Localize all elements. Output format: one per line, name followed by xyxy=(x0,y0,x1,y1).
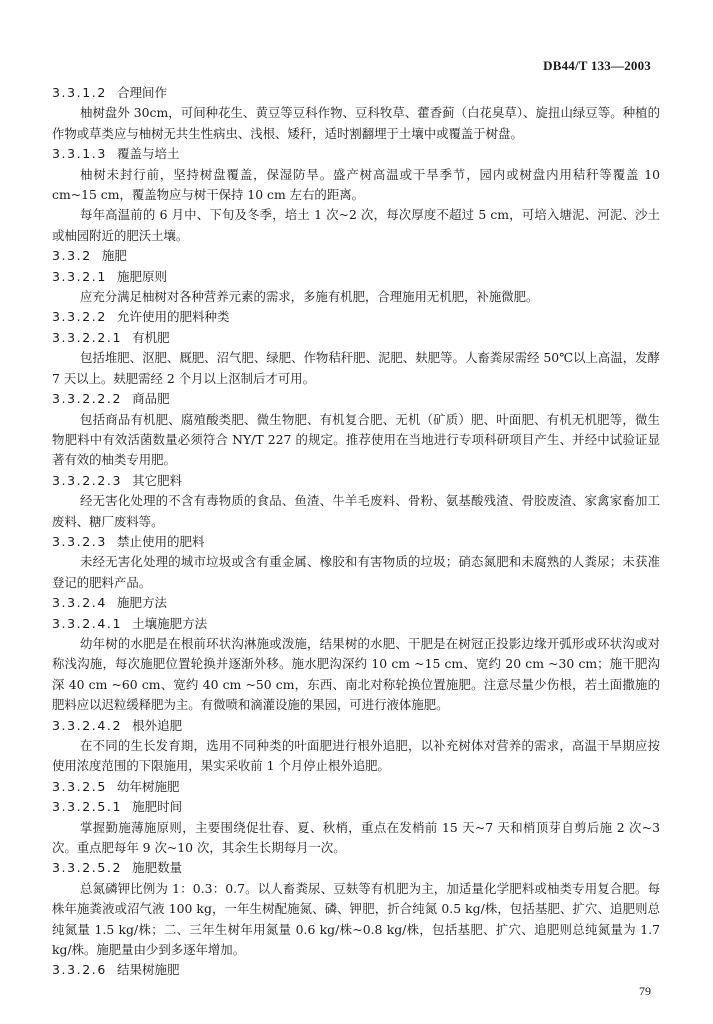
section-title: 覆盖与培土 xyxy=(116,146,180,162)
section-heading xyxy=(52,960,660,980)
body-paragraph: 包括商品有机肥、腐殖酸类肥、微生物肥、有机复合肥、无机（矿质）肥、叶面肥、有机无机肥等，微生物肥料中有效活菌数量必须符合 NY/T 227 的规定。推荐使用在当地进行专项科研项目产生、并经中试验证显著有效的柚类专用肥。 xyxy=(52,411,660,468)
section-title: 允许使用的肥料种类 xyxy=(116,309,230,325)
body-paragraph: 未经无害化处理的城市垃圾或含有重金属、橡胶和有害物质的垃圾；硝态氮肥和未腐熟的人粪尿；未获准登记的肥料产品。 xyxy=(52,554,660,590)
section-number: 3.3.1.2 xyxy=(52,85,107,100)
section-heading xyxy=(52,144,660,164)
body-paragraph: 幼年树的水肥是在根前环状沟淋施或泼施，结果树的水肥、干肥是在树冠正投影边缘开弧形或环状沟或对称浅沟施，每次施肥位置轮换并逐渐外移。施水肥沟深约 10 cm ~15 cm、宽约 20 cm ~30 cm；施干肥沟深 40 cm ~60 cm、宽约 40 cm ~50 cm，东西、南北对称轮换位置施肥。注意尽量少伤根，若土面撒施的肥料应以迟粒缓释肥为主。有微喷和滴灌设施的果园，可进行液体施肥。 xyxy=(52,635,660,713)
body-paragraph: 柚树未封行前，坚持树盘覆盖，保湿防旱。盛产树高温或干旱季节，园内或树盘内用秸秆等覆盖 10 cm~15 cm，覆盖物应与树干保持 10 cm 左右的距离。 xyxy=(52,166,660,203)
section-number: 3.3.2 xyxy=(52,248,92,264)
section-title: 根外追肥 xyxy=(132,717,183,733)
section-title: 施肥时间 xyxy=(132,799,183,815)
page-number: 79 xyxy=(639,984,651,998)
body-paragraph: 应充分满足柚树对各种营养元素的需求，多施有机肥，合理施用无机肥，补施微肥。 xyxy=(80,289,539,305)
body-paragraph: 经无害化处理的不含有毒物质的食品、鱼渣、牛羊毛废料、骨粉、氨基酸残渣、骨胶废渣、家禽家畜加工废料、糖厂废料等。 xyxy=(52,493,660,529)
section-title: 施肥原则 xyxy=(116,268,167,284)
section-number: 3.3.1.3 xyxy=(52,146,107,162)
standard-code: DB44/T 133—2003 xyxy=(543,58,651,73)
section-title: 禁止使用的肥料 xyxy=(116,533,205,549)
body-paragraph: 每年高温前的 6 月中、下旬及冬季，培土 1 次~2 次，每次厚度不超过 5 cm，可培入塘泥、河泥、沙土或柚园附近的肥沃土壤。 xyxy=(52,207,660,243)
section-heading xyxy=(52,716,660,736)
section-number: 3.3.2.5.1 xyxy=(52,799,123,815)
section-title: 商品肥 xyxy=(132,391,170,407)
section-number: 3.3.2.4 xyxy=(52,595,107,611)
section-title: 其它肥料 xyxy=(132,472,183,488)
section-heading xyxy=(52,307,660,327)
section-heading xyxy=(52,858,660,878)
section-number: 3.3.2.2.2 xyxy=(52,391,123,407)
section-title: 施肥数量 xyxy=(132,860,183,876)
section-title: 施肥 xyxy=(101,248,127,264)
section-heading xyxy=(52,246,660,266)
section-number: 3.3.2.4.1 xyxy=(52,615,123,631)
section-title: 合理间作 xyxy=(116,85,167,100)
section-title: 幼年树施肥 xyxy=(116,778,180,794)
section-number: 3.3.2.1 xyxy=(52,268,107,284)
section-heading xyxy=(52,328,660,348)
section-heading xyxy=(52,83,660,103)
section-number: 3.3.2.5 xyxy=(52,778,107,794)
section-heading xyxy=(52,593,660,613)
section-number: 3.3.2.4.2 xyxy=(52,717,123,733)
section-title: 有机肥 xyxy=(132,329,170,345)
section-number: 3.3.2.2 xyxy=(52,309,107,325)
body-paragraph: 包括堆肥、沤肥、厩肥、沼气肥、绿肥、作物秸秆肥、泥肥、麸肥等。人畜粪尿需经 50℃以上高温，发酵 7 天以上。麸肥需经 2 个月以上沤制后才可用。 xyxy=(52,350,660,386)
section-heading xyxy=(52,267,660,287)
section-heading xyxy=(52,389,660,409)
section-number: 3.3.2.2.3 xyxy=(52,472,123,488)
section-heading xyxy=(52,777,660,797)
section-title: 施肥方法 xyxy=(116,595,167,611)
section-number: 3.3.2.3 xyxy=(52,533,107,549)
section-heading xyxy=(52,471,660,491)
section-heading xyxy=(52,797,660,817)
body-paragraph: 在不同的生长发育期，选用不同种类的叶面肥进行根外追肥，以补充树体对营养的需求，高温干旱期应按使用浓度范围的下限施用，果实采收前 1 个月停止根外追肥。 xyxy=(52,738,660,774)
section-title: 结果树施肥 xyxy=(116,962,180,978)
section-heading xyxy=(52,614,660,634)
section-number: 3.3.2.6 xyxy=(52,962,107,978)
section-heading xyxy=(52,532,660,552)
body-paragraph: 柚树盘外 30cm，可间种花生、黄豆等豆科作物、豆科牧草、藿香蓟（白花臭草）、旋扭山绿豆等。种植的作物或草类应与柚树无共生性病虫、浅根、矮秆，适时割翻埋于土壤中或覆盖于树盘。 xyxy=(52,105,660,141)
section-number: 3.3.2.2.1 xyxy=(52,329,123,345)
body-paragraph: 掌握勤施薄施原则，主要围绕促壮春、夏、秋梢，重点在发梢前 15 天~7 天和梢顶芽自剪后施 2 次~3 次。重点肥每年 9 次~10 次，其余生长期每月一次。 xyxy=(52,819,660,856)
document-body xyxy=(52,83,660,981)
body-paragraph: 总氮磷钾比例为 1：0.3：0.7。以人畜粪尿、豆麸等有机肥为主，加适量化学肥料或柚类专用复合肥。每株年施粪液或沼气液 100 kg，一年生树配施氮、磷、钾肥，折合纯氮 0.5 kg/株，包括基肥、扩穴、追肥则总纯氮量 1.5 kg/株；二、三年生树年用氮量 0.6 kg/株~0.8 kg/株，包括基肥、扩穴、追肥则总纯氮量为 1.7 kg/株。施肥量由少到多逐年增加。 xyxy=(52,880,660,958)
section-title: 土壤施肥方法 xyxy=(132,615,208,631)
section-number: 3.3.2.5.2 xyxy=(52,860,123,876)
